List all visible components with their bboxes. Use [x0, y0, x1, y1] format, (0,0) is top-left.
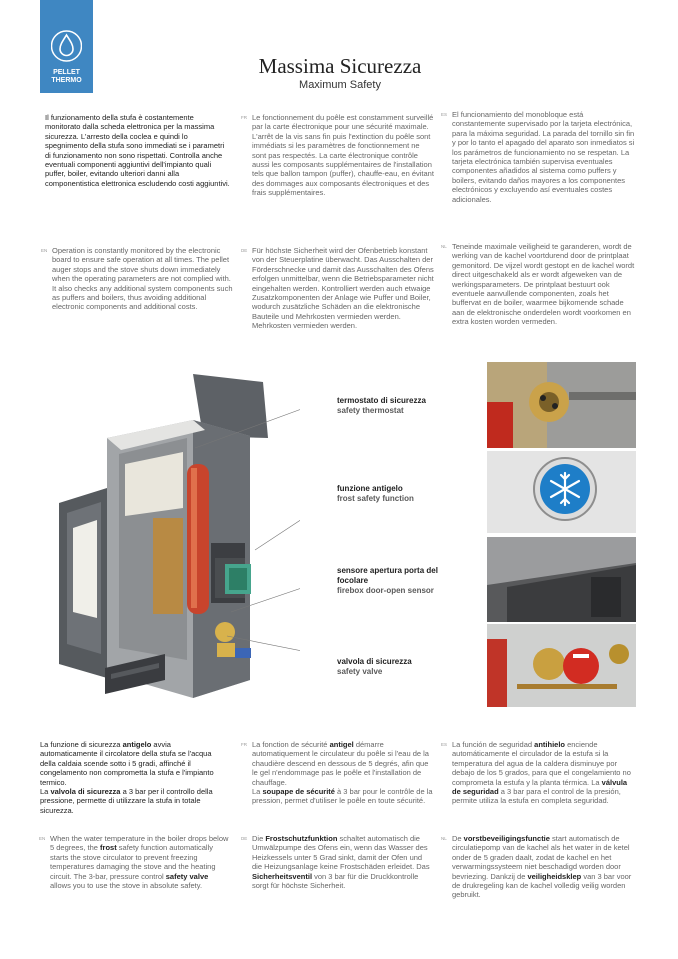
bottom-nl-f: van 3 bar voor de drukregeling kan de kachel volledig veilig worden gebruikt. [452, 871, 632, 900]
callout-valve-en: safety valve [337, 667, 383, 676]
bottom-es [441, 740, 636, 806]
badge-line-2: THERMO [51, 77, 82, 84]
intro-es-text: El funcionamiento del monobloque está constantemente supervisado por la tarjeta electrónica, para la máxima seguridad. La parada del tornillo sin fin y por lo tanto el apagado del aparato son inmediatos si los parámetros de funcionamiento no se respetan. La tarjeta electrónica también supervisa eventuales componentes añadidos al sistema como puffers y boilers, evitando daños mayores a los componentes electrónicos y excluyendo así eventuales costes adicionales. [452, 110, 635, 204]
lang-tag-en-bottom: EN [39, 836, 46, 841]
bottom-it [40, 740, 226, 815]
intro-nl-text: Teneinde maximale veiligheid te garanderen, wordt de werking van de kachel voortdurend door de printplaat gemonitord. De vijzel wordt gestopt en de kachel wordt direct uitgeschakeld als er wordt afgeweken van de werkingsparameters. De printplaat bestuurt ook eventuele aanvullende componenten, zoals het buffervat en de boiler, waarmee bijkomende schade aan de elektronische onderdelen wordt voorkomen en extra kosten worden vermeden. [452, 242, 635, 327]
intro-en-text: Operation is constantly monitored by the electronic board to ensure safe operation at all times. The pellet auger stops and the stove shuts down immediately when the operating parameters are not complied with. It also checks any additional system components such as puffers and boilers, thus avoiding additional electronic components and additional costs. [52, 246, 233, 312]
bottom-es-f: a 3 bar para el control de la presión, permite utiliza la estufa en completa seguridad. [452, 787, 621, 806]
bottom-de [241, 834, 434, 891]
bottom-fr-d: La [252, 787, 263, 797]
bottom-de-f: von 3 bar für die Druckkontrolle sorgt für höchste Sicherheit. [252, 871, 419, 891]
bottom-it-e: valvola di sicurezza [50, 787, 121, 797]
bottom-en [39, 834, 230, 891]
lang-tag-en: EN [41, 248, 48, 253]
lang-tag-fr: FR [241, 115, 247, 120]
callout-frost-en: frost safety function [337, 494, 414, 503]
bottom-it-a: La funzione di sicurezza [40, 740, 123, 749]
callout-safety-valve [337, 657, 412, 677]
page-title: Massima Sicurezza [258, 54, 422, 78]
bottom-es-c: enciende automáticamente el circulador de la estufa si la temperatura del agua de la caldera disminuye por debajo de los 5 grados, para que el congelamiento no comprometa la estufa y la planta térmica. La [452, 740, 631, 787]
callout-door-it: sensore apertura porta del focolare [337, 566, 438, 585]
callout-door-sensor [337, 566, 457, 596]
bottom-de-b: Frostschutzfunktion [265, 834, 338, 843]
callout-door-en: firebox door-open sensor [337, 586, 434, 595]
page-subtitle: Maximum Safety [299, 79, 381, 91]
bottom-en-a: When the water temperature in the boiler drops below 5 degrees, the [50, 834, 229, 853]
intro-nl [441, 242, 635, 327]
intro-de [241, 246, 434, 331]
bottom-nl [441, 834, 636, 900]
frost-function-photo [487, 451, 636, 533]
bottom-fr-f: à 3 bar pour le contrôle de la pression, permet d'utiliser le poêle en toute sécurité. [252, 787, 433, 806]
safety-valve-photo [487, 624, 636, 707]
bottom-de-c: schaltet automatisch die Umwälzpumpe des Ofens ein, wenn das Wasser des Heizkessels unter 5 Grad sinkt, damit der Ofen und die Heizungsanlage keine Frostschäden erleidet. Das [252, 834, 430, 872]
bottom-es-a: La función de seguridad [452, 740, 535, 749]
lang-tag-de: DE [241, 248, 248, 253]
brand-badge [40, 0, 93, 93]
lang-tag-fr-bottom: FR [241, 742, 247, 747]
water-drop-icon [51, 26, 82, 64]
bottom-it-c: avvia automaticamente il circolatore della stufa se l'acqua della caldaia scende sotto i 5 gradi, affinché il congelamento non comprometta la stufa e l'impianto termico. [40, 740, 214, 787]
intro-it-text: Il funzionamento della stufa è costantemente monitorato dalla scheda elettronica per la massima sicurezza. L'arresto della coclea e quindi lo spegnimento della stufa sono immediati se i parametri di funzionamento non sono rispettati. Controlla anche eventuali componenti aggiuntivi dell'impianto quali puffer, boiler, evitando ulteriori danni alla componentistica elettronica escludendo costi aggiuntivi. [45, 113, 230, 188]
intro-es [441, 110, 635, 204]
bottom-fr-b: antigel [329, 740, 354, 749]
bottom-fr [241, 740, 434, 806]
bottom-fr-a: La fonction de sécurité [252, 740, 330, 749]
bottom-en-b: frost [100, 843, 117, 853]
bottom-nl-b: vorstbeveiligingsfunctie [463, 834, 550, 843]
bottom-it-b: antigelo [122, 740, 152, 749]
lang-tag-es-bottom: ES [441, 742, 448, 747]
intro-it [45, 113, 230, 188]
bottom-de-a: Die [252, 834, 266, 843]
bottom-it-d: La [40, 787, 51, 797]
lang-tag-nl-bottom: NL [441, 836, 447, 841]
bottom-it-f: a 3 bar per il controllo della pressione, permette di utilizzare la stufa in totale sicurezza. [40, 787, 213, 815]
callout-frost-function [337, 484, 414, 504]
bottom-nl-c: start automatisch de circulatiepomp van de kachel als het water in de ketel onder de 5 graden daalt, zodat de kachel en het verwarmingssysteem niet beschadigd worden door bevriezing. Dankzij de [452, 834, 630, 881]
bottom-fr-e: soupape de sécurité [262, 787, 335, 797]
door-sensor-photo [487, 537, 636, 622]
bottom-es-e: válvula de seguridad [452, 777, 628, 797]
callout-thermostat-it: termostato di sicurezza [337, 396, 426, 405]
bottom-de-e: Sicherheitsventil [252, 871, 313, 881]
bottom-es-b: antihielo [534, 740, 565, 749]
intro-en [41, 246, 234, 312]
bottom-en-e: safety valve [165, 871, 209, 881]
intro-fr-text: Le fonctionnement du poêle est constamment surveillé par la carte électronique pour une sécurité maximale. L'arrêt de la vis sans fin puis l'extinction du poêle sont immédiats si les paramètres de fonctionnement ne sont pas respectés. La carte électronique contrôle aussi les composants supplémentaires de l'installation tels que ballon tampon (puffer), chauffe-eau, en évitant des dommages aux composants électroniques et des frais supplémentaires. [252, 113, 434, 198]
bottom-fr-c: démarre automatiquement le circulateur du poêle si l'eau de la chaudière descend en dessous de 5 degrés, afin que le gel n'endommage pas le poêle et l'installation de chauffage. [252, 740, 429, 787]
badge-label [40, 69, 93, 85]
callout-frost-it: funzione antigelo [337, 484, 403, 493]
callout-safety-thermostat [337, 396, 426, 416]
bottom-nl-e: veiligheidsklep [527, 871, 582, 881]
stove-cutaway-illustration [55, 368, 300, 708]
bottom-en-f: allows you to use the stove in absolute safety. [50, 881, 203, 891]
intro-fr [241, 113, 434, 198]
bottom-en-c: safety function automatically starts the stove circulator to prevent freezing temperatures damaging the stove and the heating circuit. The 3-bar, pressure control [50, 843, 216, 881]
lang-tag-es: ES [441, 112, 448, 117]
bottom-nl-a: De [452, 834, 464, 843]
callout-valve-it: valvola di sicurezza [337, 657, 412, 666]
intro-de-text: Für höchste Sicherheit wird der Ofenbetrieb konstant von der Steuerplatine überwacht. Das Ausschalten der Förderschnecke und damit das Ausschalten des Ofens erfolgen unmittelbar, wenn die Betriebsparameter nicht eingehalten werden. Kontrolliert werden auch etwaige Zusatzkomponenten der Anlage wie Puffer und Boiler, wodurch zusätzliche Schäden an die elektronische Bauteile und Mehrkosten vermieden werden. Mehrkosten vermieden werden. [252, 246, 434, 331]
callout-thermostat-en: safety thermostat [337, 406, 404, 415]
badge-line-1: PELLET [53, 69, 80, 76]
safety-thermostat-photo [487, 362, 636, 448]
lang-tag-nl: NL [441, 244, 447, 249]
lang-tag-de-bottom: DE [241, 836, 248, 841]
